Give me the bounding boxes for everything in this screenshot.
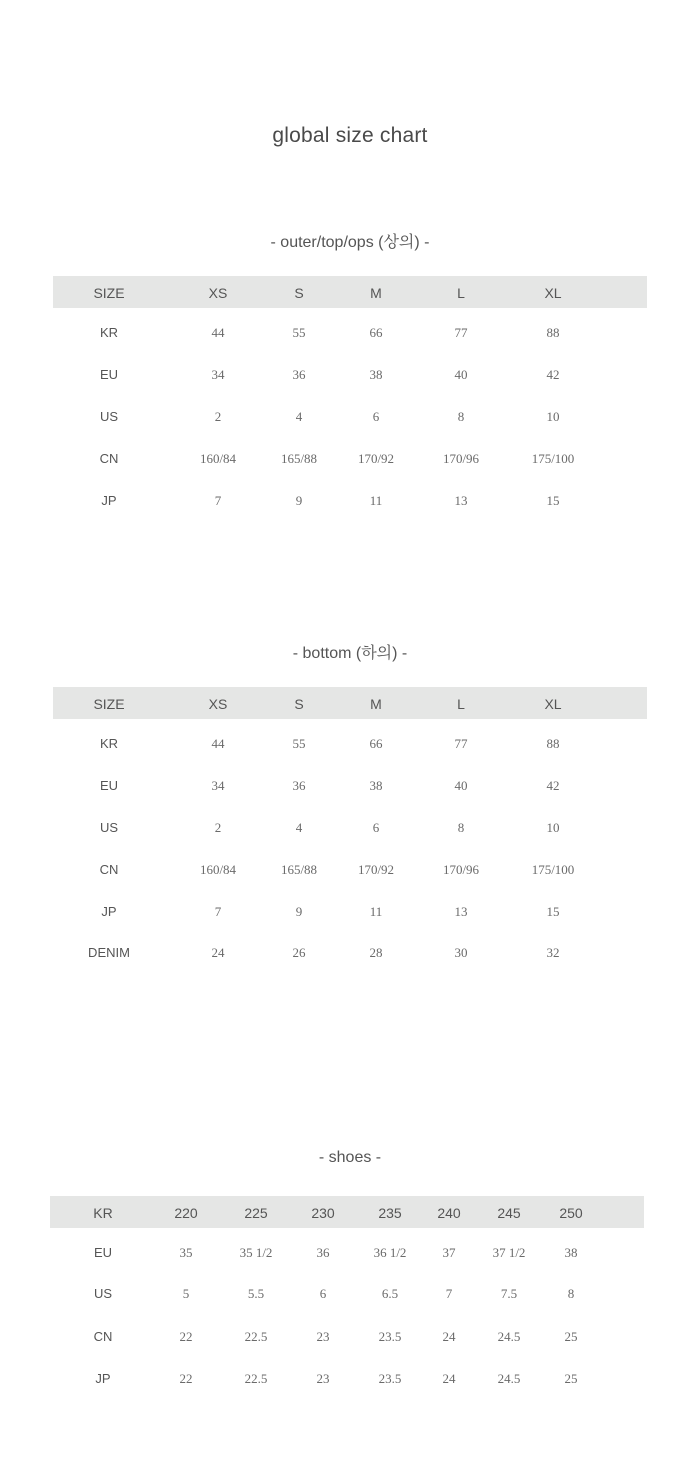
size-value: 34 (211, 367, 225, 382)
size-value: 23.5 (378, 1329, 402, 1344)
size-value: 165/88 (280, 451, 318, 466)
size-value: 15 (546, 493, 560, 508)
size-value: 88 (546, 325, 560, 340)
header-size: 245 (497, 1205, 521, 1221)
size-value: 7 (214, 493, 222, 508)
size-value: 24.5 (497, 1371, 521, 1386)
size-value: 170/96 (442, 862, 480, 877)
size-value: 37 (442, 1245, 456, 1260)
size-value: 37 1/2 (492, 1245, 526, 1260)
header-size: S (294, 696, 304, 712)
size-value: 38 (369, 778, 383, 793)
size-value: 44 (211, 325, 225, 340)
row-label: US (99, 820, 119, 835)
size-value: 42 (546, 778, 560, 793)
size-value: 38 (369, 367, 383, 382)
header-size: 220 (174, 1205, 198, 1221)
size-value: 8 (567, 1286, 575, 1301)
size-value: 23 (316, 1371, 330, 1386)
size-value: 36 (292, 778, 306, 793)
size-value: 40 (454, 778, 468, 793)
size-value: 22 (179, 1329, 193, 1344)
size-value: 15 (546, 904, 560, 919)
table-header (50, 1196, 644, 1228)
size-value: 165/88 (280, 862, 318, 877)
size-value: 170/96 (442, 451, 480, 466)
header-size: XL (544, 285, 562, 301)
size-table-bottom (53, 687, 647, 967)
size-value: 23.5 (378, 1371, 402, 1386)
size-value: 170/92 (357, 451, 395, 466)
row-label: DENIM (88, 945, 130, 960)
size-value: 36 (316, 1245, 330, 1260)
size-value: 42 (546, 367, 560, 382)
size-value: 13 (454, 904, 468, 919)
size-value: 7 (445, 1286, 453, 1301)
row-label: JP (95, 1371, 111, 1386)
size-value: 8 (457, 409, 465, 424)
size-value: 24 (442, 1371, 456, 1386)
size-value: 24 (211, 945, 225, 960)
row-label: US (93, 1286, 113, 1301)
page-title: global size chart (272, 124, 428, 147)
size-value: 11 (369, 493, 383, 508)
size-value: 77 (454, 736, 468, 751)
size-value: 44 (211, 736, 225, 751)
size-value: 160/84 (199, 451, 237, 466)
header-size: 230 (311, 1205, 335, 1221)
table-header (53, 276, 647, 308)
size-value: 11 (369, 904, 383, 919)
size-value: 9 (295, 904, 303, 919)
size-value: 5.5 (247, 1286, 265, 1301)
size-value: 55 (292, 325, 306, 340)
header-label: SIZE (93, 696, 125, 712)
size-value: 24 (442, 1329, 456, 1344)
header-size: M (370, 285, 382, 301)
row-label: KR (99, 325, 119, 340)
header-size: S (294, 285, 304, 301)
header-size: 240 (437, 1205, 461, 1221)
size-value: 22 (179, 1371, 193, 1386)
row-label: CN (99, 451, 119, 466)
size-value: 66 (369, 325, 383, 340)
size-value: 4 (295, 409, 303, 424)
size-value: 25 (564, 1329, 578, 1344)
size-value: 2 (214, 820, 222, 835)
size-value: 30 (454, 945, 468, 960)
size-value: 25 (564, 1371, 578, 1386)
size-value: 36 1/2 (373, 1245, 407, 1260)
row-label: JP (101, 904, 117, 919)
size-value: 10 (546, 409, 560, 424)
size-value: 8 (457, 820, 465, 835)
section-title-bottom: - bottom (하의) - (292, 645, 408, 662)
row-label: CN (93, 1329, 113, 1344)
table-header (53, 687, 647, 719)
row-label: CN (99, 862, 119, 877)
header-size: 225 (244, 1205, 268, 1221)
size-value: 34 (211, 778, 225, 793)
size-value: 7 (214, 904, 222, 919)
size-value: 88 (546, 736, 560, 751)
size-value: 6 (372, 820, 380, 835)
size-value: 175/100 (531, 862, 575, 877)
row-label: EU (99, 778, 119, 793)
size-value: 22.5 (244, 1371, 268, 1386)
size-value: 175/100 (531, 451, 575, 466)
section-title-outer: - outer/top/ops (상의) - (270, 234, 430, 251)
size-value: 26 (292, 945, 306, 960)
size-value: 10 (546, 820, 560, 835)
header-size: XL (544, 696, 562, 712)
size-value: 9 (295, 493, 303, 508)
header-size: M (370, 696, 382, 712)
size-value: 55 (292, 736, 306, 751)
header-size: XS (208, 285, 228, 301)
size-value: 22.5 (244, 1329, 268, 1344)
size-value: 2 (214, 409, 222, 424)
row-label: US (99, 409, 119, 424)
size-value: 6 (319, 1286, 327, 1301)
size-value: 36 (292, 367, 306, 382)
size-value: 77 (454, 325, 468, 340)
size-value: 23 (316, 1329, 330, 1344)
size-value: 32 (546, 945, 560, 960)
size-value: 35 (179, 1245, 193, 1260)
header-size: 250 (559, 1205, 583, 1221)
size-table-outer (53, 276, 647, 516)
row-label: JP (101, 493, 117, 508)
size-value: 6.5 (381, 1286, 399, 1301)
size-value: 24.5 (497, 1329, 521, 1344)
size-value: 66 (369, 736, 383, 751)
header-size: L (457, 696, 465, 712)
header-size: 235 (378, 1205, 402, 1221)
header-label: SIZE (93, 285, 125, 301)
size-value: 160/84 (199, 862, 237, 877)
size-value: 35 1/2 (239, 1245, 273, 1260)
section-title-shoes: - shoes - (318, 1149, 382, 1166)
header-size: L (457, 285, 465, 301)
size-value: 5 (182, 1286, 190, 1301)
row-label: EU (99, 367, 119, 382)
header-size: XS (208, 696, 228, 712)
size-value: 7.5 (500, 1286, 518, 1301)
size-value: 6 (372, 409, 380, 424)
size-value: 28 (369, 945, 383, 960)
size-value: 13 (454, 493, 468, 508)
size-table-shoes (50, 1196, 644, 1396)
size-value: 170/92 (357, 862, 395, 877)
row-label: EU (93, 1245, 113, 1260)
row-label: KR (99, 736, 119, 751)
header-label: KR (93, 1205, 113, 1221)
size-value: 4 (295, 820, 303, 835)
size-value: 38 (564, 1245, 578, 1260)
size-value: 40 (454, 367, 468, 382)
